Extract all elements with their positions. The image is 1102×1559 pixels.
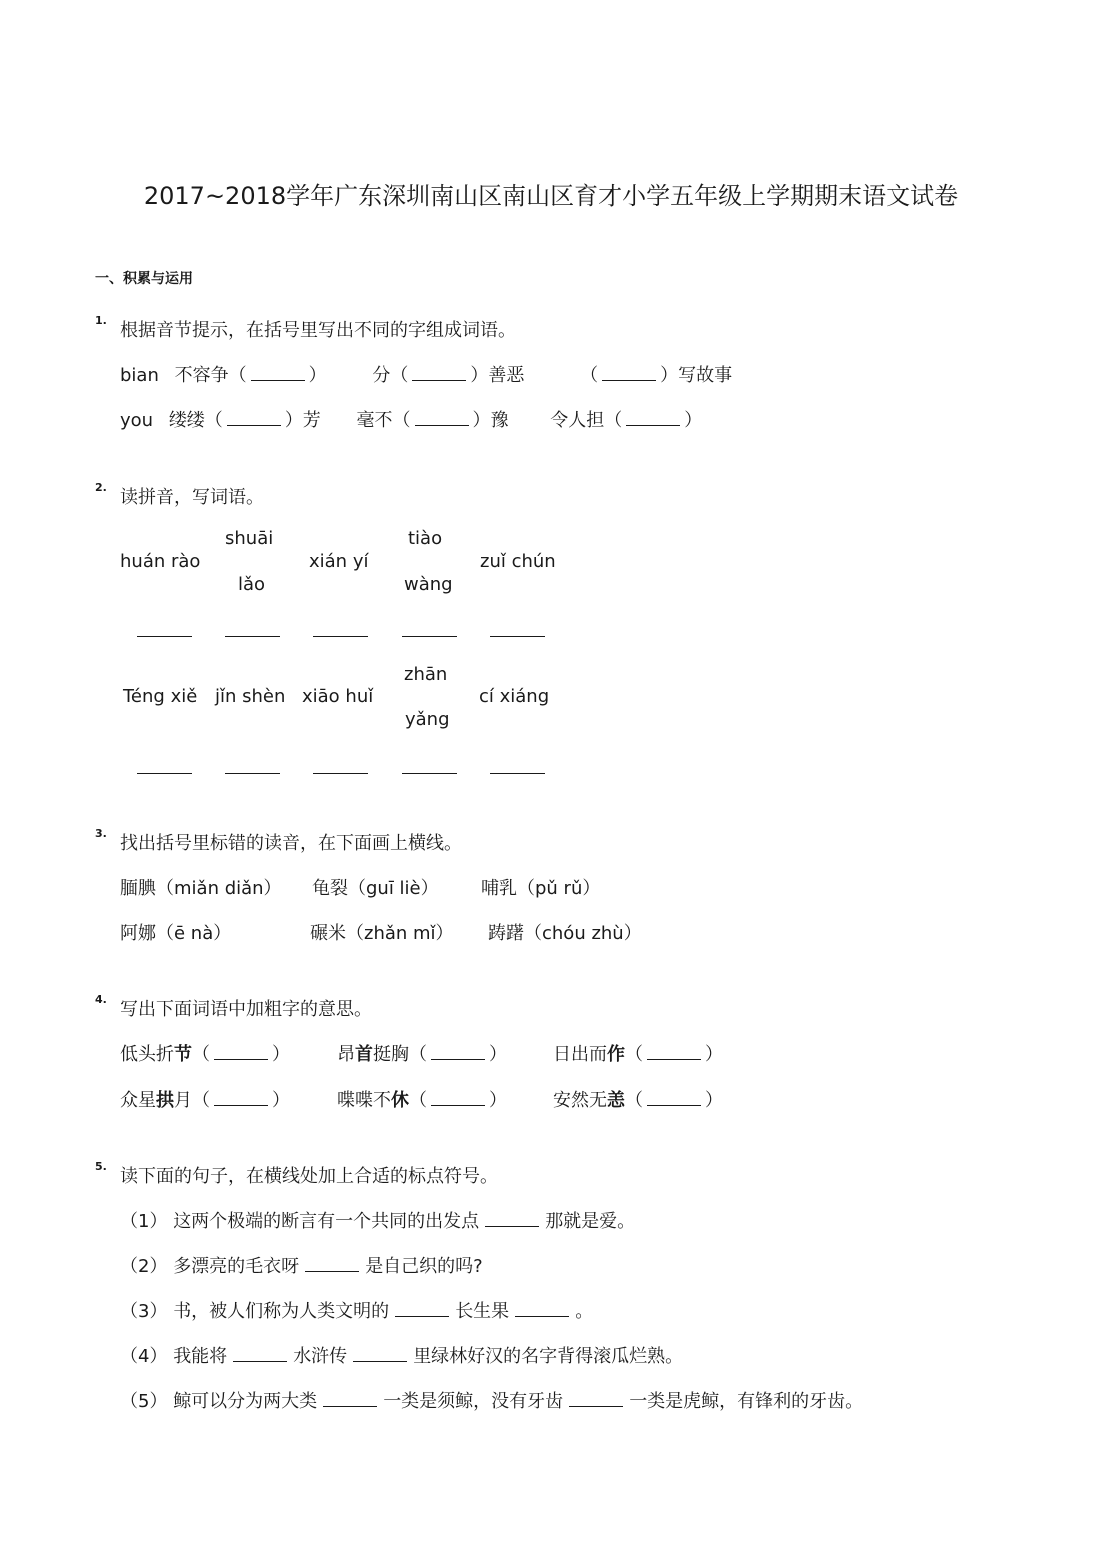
q1-row1-b-pre: 分（ — [372, 365, 409, 386]
sentence-text: 一类是须鲸，没有牙齿 — [383, 1391, 564, 1412]
answer-blank[interactable] — [647, 1091, 701, 1106]
q1-row2 — [120, 406, 702, 432]
pinyin-word: tiào — [408, 528, 443, 549]
question-text-2: 读拼音，写词语。 — [120, 487, 264, 508]
idiom-text: （ — [625, 1090, 643, 1111]
paren-close: ） — [489, 1044, 507, 1065]
idiom-item — [120, 1040, 290, 1066]
sentence-label: （4） — [120, 1346, 168, 1367]
paren-close: ） — [705, 1090, 723, 1111]
answer-line[interactable] — [490, 636, 545, 637]
paren-close: ） — [272, 1090, 290, 1111]
q1-row2-a-post: ）芳 — [284, 410, 321, 431]
sentence-text: 这两个极端的断言有一个共同的出发点 — [173, 1211, 480, 1232]
idiom-text: 日出而 — [553, 1044, 607, 1065]
sentence-2 — [120, 1252, 483, 1278]
answer-blank[interactable] — [353, 1347, 407, 1362]
pronunciation-item[interactable]: 阿娜（ē nà） — [120, 923, 232, 944]
bold-char: 拱 — [156, 1090, 174, 1111]
answer-blank[interactable] — [214, 1045, 268, 1060]
idiom-text: 众星 — [120, 1090, 156, 1111]
pronunciation-item[interactable]: 踌躇（chóu zhù） — [488, 923, 642, 944]
q1-row2-prefix: you — [120, 410, 154, 431]
pinyin-word: xián yí — [309, 551, 369, 572]
q1-row1-c-post: ）写故事 — [660, 365, 733, 386]
question-number-3: 3. — [95, 827, 107, 840]
pinyin-word: lǎo — [238, 574, 266, 595]
sentence-text: 书，被人们称为人类文明的 — [173, 1301, 390, 1322]
idiom-text: （ — [409, 1090, 427, 1111]
pinyin-word: jǐn shèn — [215, 686, 286, 707]
pronunciation-item[interactable]: 龟裂（guī liè） — [312, 878, 439, 899]
question-text-1: 根据音节提示，在括号里写出不同的字组成词语。 — [120, 320, 516, 341]
bold-char: 休 — [391, 1090, 409, 1111]
page-title: 2017~2018学年广东深圳南山区南山区育才小学五年级上学期期末语文试卷 — [143, 182, 959, 210]
answer-blank[interactable] — [395, 1302, 449, 1317]
answer-blank[interactable] — [569, 1392, 623, 1407]
idiom-item — [553, 1086, 723, 1112]
paren-close: ） — [705, 1044, 723, 1065]
pronunciation-item[interactable]: 碾米（zhǎn mǐ） — [310, 923, 454, 944]
q1-row2-c-pre: 令人担（ — [550, 410, 623, 431]
q1-row1-c-pre: （ — [580, 365, 599, 386]
answer-line[interactable] — [137, 636, 192, 637]
answer-blank[interactable] — [227, 411, 281, 426]
pinyin-word: xiāo huǐ — [302, 686, 374, 707]
sentence-label: （3） — [120, 1301, 168, 1322]
answer-blank[interactable] — [485, 1212, 539, 1227]
q1-row2-c-post: ） — [684, 410, 703, 431]
sentence-text: 一类是虎鲸，有锋利的牙齿。 — [629, 1391, 864, 1412]
question-number-1: 1. — [95, 314, 107, 327]
q1-row1-prefix: bian — [120, 365, 159, 386]
sentence-text: 我能将 — [173, 1346, 228, 1367]
answer-blank[interactable] — [431, 1091, 485, 1106]
idiom-text: （ — [192, 1044, 210, 1065]
sentence-4 — [120, 1342, 683, 1368]
question-number-2: 2. — [95, 481, 107, 494]
question-number-5: 5. — [95, 1160, 107, 1173]
idiom-item — [337, 1086, 507, 1112]
answer-blank[interactable] — [647, 1045, 701, 1060]
sentence-text: 。 — [575, 1301, 594, 1322]
answer-line[interactable] — [313, 636, 368, 637]
idiom-text: 低头折 — [120, 1044, 174, 1065]
answer-line[interactable] — [402, 636, 457, 637]
question-text-4: 写出下面词语中加粗字的意思。 — [120, 999, 372, 1020]
sentence-text: 里绿林好汉的名字背得滚瓜烂熟。 — [413, 1346, 684, 1367]
idiom-text: 月（ — [174, 1090, 210, 1111]
pinyin-word: Téng xiě — [123, 686, 198, 707]
sentence-3 — [120, 1297, 593, 1323]
q1-row1-a-pre: 不容争（ — [174, 365, 247, 386]
question-number-4: 4. — [95, 993, 107, 1006]
sentence-text: 长生果 — [455, 1301, 510, 1322]
answer-blank[interactable] — [515, 1302, 569, 1317]
q1-row1 — [120, 361, 732, 387]
answer-blank[interactable] — [323, 1392, 377, 1407]
q1-row2-b-post: ）豫 — [472, 410, 509, 431]
answer-blank[interactable] — [251, 366, 305, 381]
section-heading: 一、积累与运用 — [95, 271, 193, 287]
idiom-text: 挺胸（ — [373, 1044, 427, 1065]
answer-blank[interactable] — [305, 1257, 359, 1272]
pronunciation-item[interactable]: 腼腆（miǎn diǎn） — [120, 878, 282, 899]
sentence-text: 水浒传 — [293, 1346, 348, 1367]
answer-blank[interactable] — [415, 411, 469, 426]
pinyin-word: yǎng — [405, 709, 450, 730]
answer-blank[interactable] — [214, 1091, 268, 1106]
sentence-text: 多漂亮的毛衣呀 — [173, 1256, 300, 1277]
paren-close: ） — [272, 1044, 290, 1065]
sentence-label: （1） — [120, 1211, 168, 1232]
q1-row2-a-pre: 缕缕（ — [168, 410, 223, 431]
q1-row1-a-post: ） — [308, 365, 327, 386]
answer-line[interactable] — [137, 773, 192, 774]
paren-close: ） — [489, 1090, 507, 1111]
sentence-text: 是自己织的吗? — [365, 1256, 483, 1277]
pinyin-word: cí xiáng — [479, 686, 550, 707]
sentence-1 — [120, 1207, 635, 1233]
idiom-text: 昂 — [337, 1044, 355, 1065]
sentence-label: （2） — [120, 1256, 168, 1277]
answer-blank[interactable] — [233, 1347, 287, 1362]
answer-blank[interactable] — [602, 366, 656, 381]
answer-line[interactable] — [490, 773, 545, 774]
answer-line[interactable] — [225, 773, 280, 774]
pinyin-word: huán rào — [120, 551, 201, 572]
answer-line[interactable] — [225, 636, 280, 637]
q1-row2-b-pre: 毫不（ — [356, 410, 411, 431]
pinyin-word: zuǐ chún — [480, 551, 556, 572]
idiom-text: 喋喋不 — [337, 1090, 391, 1111]
idiom-item — [120, 1086, 290, 1112]
sentence-text: 那就是爱。 — [545, 1211, 636, 1232]
pronunciation-item[interactable]: 哺乳（pǔ rǔ） — [481, 878, 601, 899]
idiom-item — [553, 1040, 723, 1066]
bold-char: 首 — [355, 1044, 373, 1065]
q1-row1-b-post: ）善恶 — [470, 365, 525, 386]
bold-char: 恙 — [607, 1090, 625, 1111]
pinyin-word: wàng — [404, 574, 453, 595]
answer-blank[interactable] — [412, 366, 466, 381]
question-text-3: 找出括号里标错的读音，在下面画上横线。 — [120, 833, 462, 854]
answer-blank[interactable] — [431, 1045, 485, 1060]
idiom-text: 安然无 — [553, 1090, 607, 1111]
idiom-text: （ — [625, 1044, 643, 1065]
answer-line[interactable] — [313, 773, 368, 774]
bold-char: 节 — [174, 1044, 192, 1065]
idiom-item — [337, 1040, 507, 1066]
bold-char: 作 — [607, 1044, 625, 1065]
sentence-label: （5） — [120, 1391, 168, 1412]
answer-blank[interactable] — [626, 411, 680, 426]
sentence-text: 鲸可以分为两大类 — [173, 1391, 318, 1412]
pinyin-word: shuāi — [225, 528, 274, 549]
question-text-5: 读下面的句子，在横线处加上合适的标点符号。 — [120, 1166, 498, 1187]
sentence-5 — [120, 1387, 863, 1413]
answer-line[interactable] — [402, 773, 457, 774]
pinyin-word: zhān — [404, 664, 448, 685]
